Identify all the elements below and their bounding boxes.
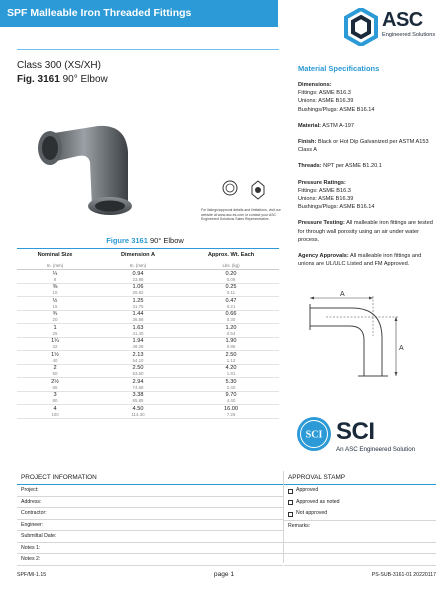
table-row xyxy=(17,405,279,419)
table-body xyxy=(17,270,279,419)
approved-as-noted-checkbox[interactable] xyxy=(288,500,293,505)
asc-hex-icon xyxy=(344,8,378,46)
spec-testing xyxy=(298,219,438,244)
size-cell-value: 2 xyxy=(53,365,57,372)
weight-cell-metric: 2.40 xyxy=(226,384,236,390)
sci-logo-icon xyxy=(296,416,332,452)
weight-cell-value: 0.66 xyxy=(225,311,237,318)
spec-title: Material Specifications xyxy=(298,64,380,73)
dimension-cell-metric: 63.50 xyxy=(132,371,144,377)
dimension-cell-metric: 23.88 xyxy=(132,276,144,282)
pressure-line: Unions: ASME B16.39 xyxy=(298,196,354,203)
pressure-line: Bushings/Plugs: ASME B16.14 xyxy=(298,204,375,211)
asc-brand-name: ASC xyxy=(382,9,423,31)
weight-cell-value: 2.50 xyxy=(225,351,237,358)
dimension-cell xyxy=(93,311,183,324)
weight-cell xyxy=(183,365,279,378)
weight-cell-metric: 0.11 xyxy=(226,290,236,296)
project-information xyxy=(17,471,283,566)
dimension-cell xyxy=(93,297,183,310)
dimension-cell xyxy=(93,270,183,283)
size-cell xyxy=(17,378,93,391)
table-row xyxy=(17,365,279,379)
dimension-cell-value: 1.06 xyxy=(132,284,144,291)
agency-value: All malleable iron fittings and unions are UL/ULC Listed and FM Approved. xyxy=(298,253,422,268)
weight-cell xyxy=(183,378,279,391)
weight-cell xyxy=(183,297,279,310)
weight-cell-value: 1.90 xyxy=(225,338,237,345)
size-cell-value: ½ xyxy=(52,297,58,304)
weight-cell-value: 0.47 xyxy=(225,297,237,304)
sci-tagline: An ASC Engineered Solution xyxy=(336,446,416,453)
dimension-cell xyxy=(93,392,183,405)
certification-note: For listings/approval details and limitations, visit our website at www.asc-es.com or contact your ASC Engineered Solutions Sales Representative. xyxy=(201,208,281,222)
table-header xyxy=(17,248,279,261)
table-row xyxy=(17,284,279,298)
size-cell-value: ⅜ xyxy=(52,284,58,291)
table-row xyxy=(17,297,279,311)
dimension-cell xyxy=(93,338,183,351)
project-field[interactable]: Project: xyxy=(17,485,283,497)
size-cell-value: 1 xyxy=(53,324,57,331)
dimension-cell-value: 4.50 xyxy=(132,405,144,412)
size-cell xyxy=(17,405,93,418)
footer-submittal-id: PS-SUB-3161-01 20220117 xyxy=(371,572,436,578)
elbow-dimension-drawing xyxy=(296,286,404,382)
weight-cell xyxy=(183,270,279,283)
weight-cell xyxy=(183,284,279,297)
weight-cell-value: 0.25 xyxy=(225,284,237,291)
threads-label: Threads: xyxy=(298,163,322,170)
dimension-cell xyxy=(93,405,183,418)
pressure-line: Fittings: ASME B16.3 xyxy=(298,187,351,194)
size-cell xyxy=(17,324,93,337)
dimension-cell-metric: 114.30 xyxy=(131,411,145,417)
size-cell-metric: 8 xyxy=(53,276,57,282)
remarks-line[interactable] xyxy=(284,543,436,555)
threads-value: NPT per ASME B1.20.1 xyxy=(321,163,382,170)
product-class: Class 300 (XS/XH) xyxy=(17,60,101,71)
table-figure-number: Figure 3161 xyxy=(106,236,148,245)
approval-title: APPROVAL STAMP xyxy=(284,471,436,485)
size-cell-metric: 50 xyxy=(52,371,58,377)
table-row xyxy=(17,392,279,406)
table-row xyxy=(17,351,279,365)
pressure-label: Pressure Ratings: xyxy=(298,179,346,186)
table-figure-desc: 90° Elbow xyxy=(147,236,184,245)
asc-brand-tagline: Engineered Solutions xyxy=(382,32,436,38)
size-cell-value: ¼ xyxy=(52,270,58,277)
size-cell-metric: 20 xyxy=(52,317,58,323)
dimension-cell-value: 1.94 xyxy=(132,338,144,345)
size-cell-value: ¾ xyxy=(52,311,58,318)
size-cell-value: 2½ xyxy=(51,378,59,385)
remarks-line[interactable] xyxy=(284,531,436,543)
dimensions-label: Dimensions: xyxy=(298,82,332,88)
dimensions-line: Fittings: ASME B16.3 xyxy=(298,90,351,97)
weight-cell-metric: 0.21 xyxy=(226,303,236,309)
product-figure xyxy=(17,74,108,85)
weight-cell-metric: 7.26 xyxy=(226,411,236,417)
sci-logo-mark: SCI xyxy=(305,429,323,441)
weight-cell-value: 9.70 xyxy=(225,392,237,399)
agency-label: Agency Approvals: xyxy=(298,253,349,260)
footer-doc-code: SPF/MI-1.15 xyxy=(17,572,47,578)
weight-cell-metric: 4.40 xyxy=(226,398,236,404)
engineer-field[interactable]: Engineer: xyxy=(17,520,283,532)
remarks-line[interactable] xyxy=(284,554,436,566)
table-row xyxy=(17,324,279,338)
weight-cell xyxy=(183,351,279,364)
weight-cell xyxy=(183,324,279,337)
approved-label: Approved xyxy=(296,487,319,493)
weight-cell-metric: 0.54 xyxy=(226,330,236,336)
footer-page-number: page 1 xyxy=(213,571,235,578)
remarks-field[interactable]: Remarks: xyxy=(284,520,436,532)
size-cell-metric: 25 xyxy=(52,330,58,336)
size-cell-metric: 100 xyxy=(51,411,59,417)
col-dimension-a: Dimension A xyxy=(121,252,155,258)
table-units xyxy=(17,261,279,270)
dimension-cell-metric: 31.75 xyxy=(132,303,144,309)
size-cell-metric: 15 xyxy=(52,303,58,309)
testing-value: All malleable iron fittings are tested for through wall porosity using an air under water process. xyxy=(298,220,433,243)
size-cell-metric: 80 xyxy=(52,398,58,404)
dimension-cell-metric: 54.10 xyxy=(132,357,144,363)
table-row xyxy=(17,378,279,392)
weight-cell-metric: 0.86 xyxy=(226,344,236,350)
weight-cell-value: 16.00 xyxy=(224,405,238,412)
weight-cell xyxy=(183,338,279,351)
dimension-cell-value: 1.44 xyxy=(132,311,144,318)
dimensions-line: Bushings/Plugs: ASME B16.14 xyxy=(298,106,375,113)
dimension-cell-value: 1.25 xyxy=(132,297,144,304)
size-cell xyxy=(17,338,93,351)
dimension-label-a: A xyxy=(340,291,345,298)
size-cell-metric: 40 xyxy=(52,357,58,363)
dimension-cell-value: 0.94 xyxy=(132,270,144,277)
table-figure-title xyxy=(0,236,290,245)
weight-cell-value: 1.20 xyxy=(225,324,237,331)
col-weight: Approx. Wt. Each xyxy=(207,252,255,258)
spec-dimensions xyxy=(298,81,438,114)
dimension-cell-metric: 41.40 xyxy=(132,330,144,336)
approved-checkbox[interactable] xyxy=(288,489,293,494)
size-cell xyxy=(17,392,93,405)
address-field[interactable]: Address: xyxy=(17,497,283,509)
size-cell xyxy=(17,284,93,297)
testing-label: Pressure Testing: xyxy=(298,220,345,227)
size-cell-metric: 32 xyxy=(52,344,58,350)
figure-description: 90° Elbow xyxy=(59,74,108,85)
spec-threads xyxy=(298,162,438,170)
dimension-cell-value: 3.38 xyxy=(132,392,144,399)
size-cell xyxy=(17,365,93,378)
dimension-cell xyxy=(93,351,183,364)
weight-cell-value: 4.20 xyxy=(225,365,237,372)
weight-cell-value: 0.20 xyxy=(225,270,237,277)
approved-as-noted-option[interactable] xyxy=(284,497,436,509)
asc-logo xyxy=(344,8,436,48)
weight-cell xyxy=(183,405,279,418)
dimension-cell xyxy=(93,365,183,378)
dimension-cell-metric: 36.58 xyxy=(132,317,144,323)
spec-finish xyxy=(298,138,438,154)
size-cell-value: 3 xyxy=(53,392,57,399)
dimension-cell-value: 2.13 xyxy=(132,351,144,358)
weight-cell-metric: 1.13 xyxy=(226,357,236,363)
finish-value: Black or Hot Dip Galvanized per ASTM A153 Class A xyxy=(298,139,429,154)
spec-pressure xyxy=(298,179,438,212)
weight-cell-metric: 0.09 xyxy=(226,276,236,282)
weight-cell xyxy=(183,311,279,324)
approval-stamp xyxy=(284,471,436,566)
spec-material xyxy=(298,122,438,130)
weight-cell-value: 5.30 xyxy=(225,378,237,385)
size-cell xyxy=(17,311,93,324)
size-cell-metric: 10 xyxy=(52,290,58,296)
unit-nominal-size: In. (mm) xyxy=(46,262,64,268)
finish-label: Finish: xyxy=(298,139,317,146)
dimension-cell xyxy=(93,324,183,337)
project-info-title: PROJECT INFORMATION xyxy=(17,471,283,485)
ul-listed-icon xyxy=(223,181,237,195)
col-nominal-size: Nominal Size xyxy=(37,252,73,258)
certification-marks xyxy=(220,178,280,206)
spec-agency xyxy=(298,252,438,268)
header-divider xyxy=(17,49,279,50)
figure-number: Fig. 3161 xyxy=(17,74,60,85)
approved-option[interactable] xyxy=(284,485,436,497)
dimension-cell-metric: 85.85 xyxy=(132,398,144,404)
dimension-cell-metric: 26.92 xyxy=(132,290,144,296)
material-value: ASTM A-197 xyxy=(321,122,354,129)
size-cell xyxy=(17,351,93,364)
dimension-cell-metric: 49.28 xyxy=(132,344,144,350)
page-title: SPF Malleable Iron Threaded Fittings xyxy=(7,7,192,19)
submittal-date-field[interactable]: Submittal Date: xyxy=(17,531,283,543)
dimension-table xyxy=(17,248,279,419)
table-row xyxy=(17,270,279,284)
not-approved-option[interactable] xyxy=(284,508,436,520)
dimensions-line: Unions: ASME B16.39 xyxy=(298,98,354,105)
notes-1-field[interactable]: Notes 1: xyxy=(17,543,283,555)
unit-weight: Lbs. (kg) xyxy=(222,262,240,268)
size-cell-value: 4 xyxy=(53,405,57,412)
size-cell-value: 1¼ xyxy=(51,338,59,345)
dimension-cell-value: 2.94 xyxy=(132,378,144,385)
dimension-cell-metric: 74.68 xyxy=(132,384,144,390)
size-cell xyxy=(17,297,93,310)
not-approved-label: Not approved xyxy=(296,510,328,516)
size-cell xyxy=(17,270,93,283)
approved-as-noted-label: Approved as noted xyxy=(296,498,340,505)
unit-dimension-a: In. (mm) xyxy=(129,262,147,268)
dimension-cell xyxy=(93,378,183,391)
material-specifications xyxy=(298,64,438,268)
dimension-cell-value: 1.63 xyxy=(132,324,144,331)
notes-2-field[interactable]: Notes 2: xyxy=(17,554,283,566)
size-cell-metric: 65 xyxy=(52,384,58,390)
weight-cell-metric: 0.30 xyxy=(226,317,236,323)
dimension-cell xyxy=(93,284,183,297)
material-label: Material: xyxy=(298,122,322,129)
table-row xyxy=(17,311,279,325)
size-cell-value: 1½ xyxy=(51,351,59,358)
table-row xyxy=(17,338,279,352)
contractor-field[interactable]: Contractor: xyxy=(17,508,283,520)
dimension-cell-value: 2.50 xyxy=(132,365,144,372)
sci-name: SCI xyxy=(336,418,375,445)
title-banner xyxy=(0,0,278,27)
weight-cell-metric: 1.91 xyxy=(226,371,236,377)
dimension-label-a: A xyxy=(399,345,404,352)
not-approved-checkbox[interactable] xyxy=(288,512,293,517)
weight-cell xyxy=(183,392,279,405)
elbow-photo xyxy=(28,104,148,226)
